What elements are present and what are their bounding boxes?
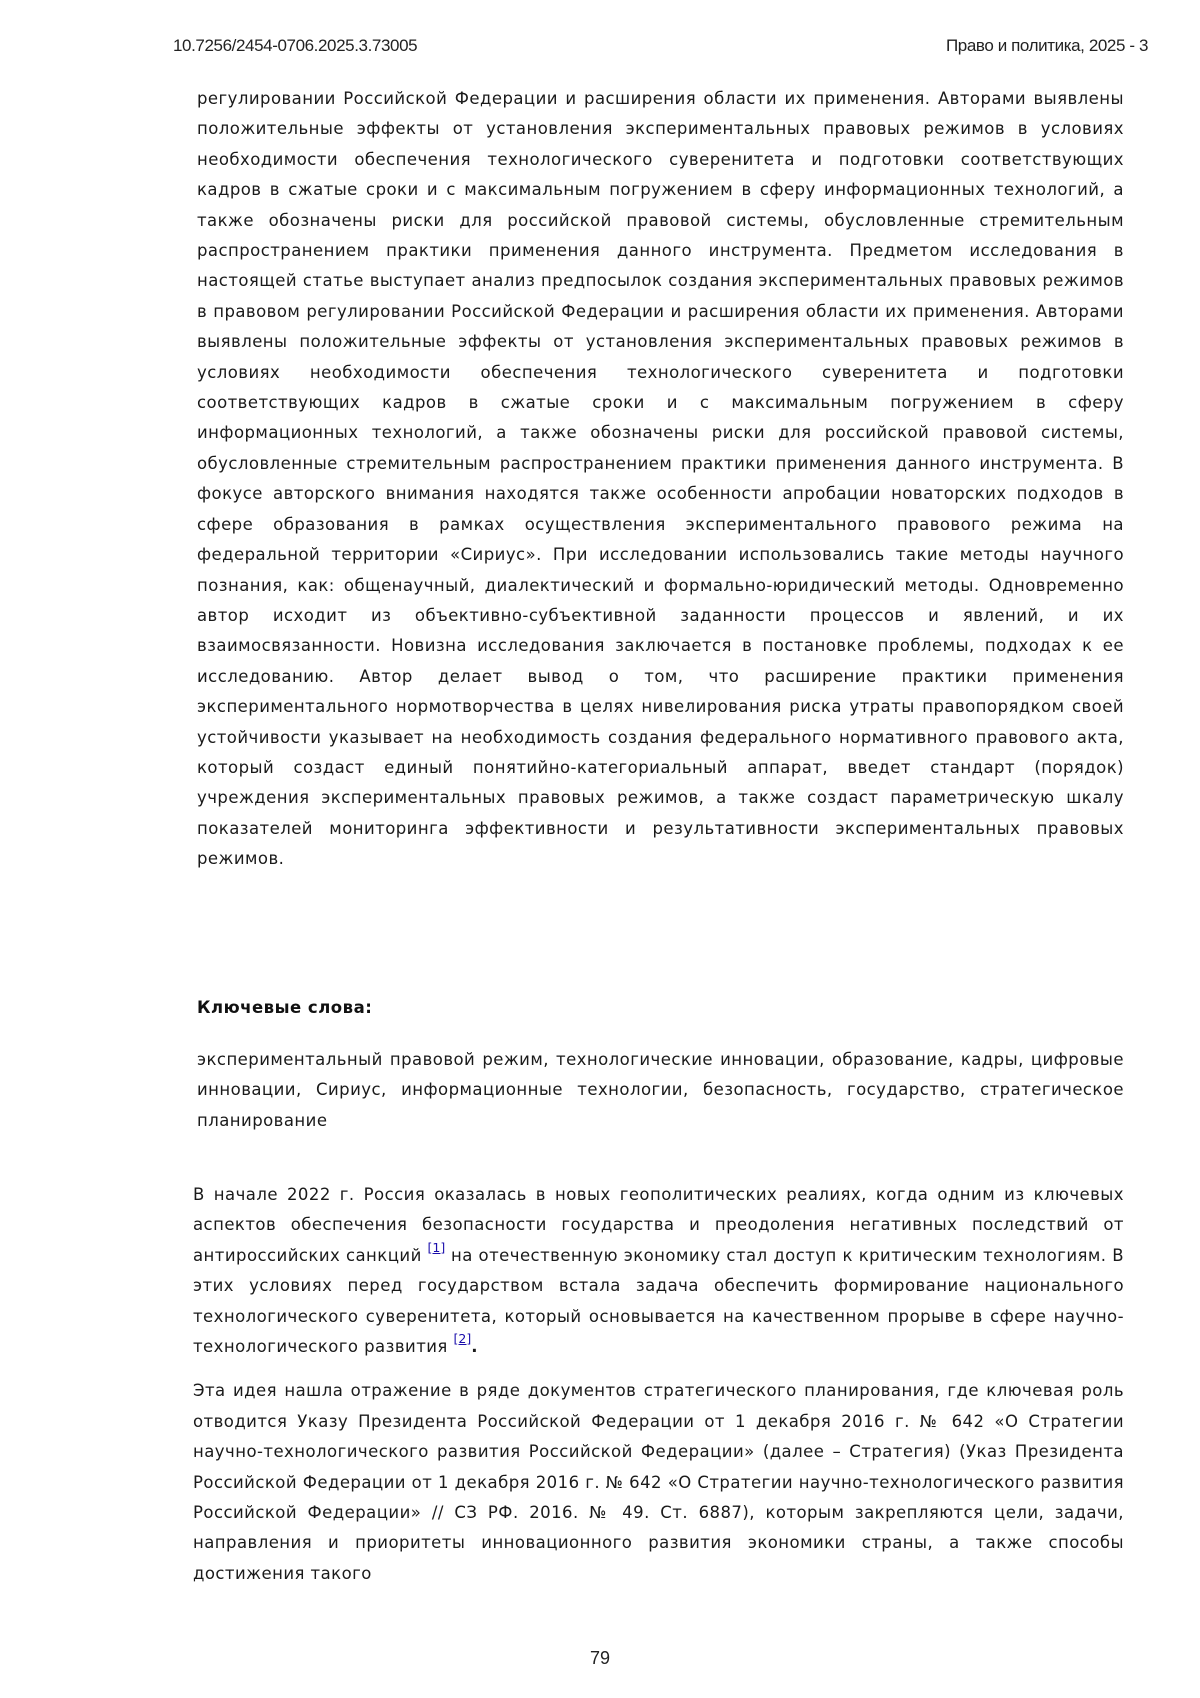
body-paragraph-1-start: В начале 2022 г. Россия оказалась в новых геополитических реалиях, когда одним из ключевых аспектов обеспечения безопасности государства и преодоления негативных последствий от антироссийских санкций: [193, 1185, 1124, 1265]
body-paragraph-1: [193, 1180, 1124, 1362]
journal-issue: Право и политика, 2025 - 3: [945, 36, 1148, 55]
footnote-link-2[interactable]: [2]: [453, 1331, 472, 1347]
body-paragraph-1-end: .: [471, 1337, 478, 1357]
keywords-heading: Ключевые слова:: [197, 998, 373, 1017]
keywords-text: экспериментальный правовой режим, технологические инновации, образование, кадры, цифровые инновации, Сириус, информационные технологии, безопасность, государство, стратегическое планирование: [197, 1050, 1124, 1130]
body-paragraph-1-middle: на отечественную экономику стал доступ к критическим технологиям. В этих условиях перед государством встала задача обеспечить формирование национального технологического суверенитета, который основывается на качественном прорыве в сфере научно-технологического развития: [193, 1245, 1125, 1357]
doi-text: 10.7256/2454-0706.2025.3.73005: [173, 36, 418, 55]
page-number: 79: [589, 1648, 611, 1668]
body-paragraph-2: Эта идея нашла отражение в ряде документов стратегического планирования, где ключевая роль отводится Указу Президента Российской Федерации от 1 декабря 2016 г. № 642 «О Стратегии научно-технологического развития Российской Федерации» (далее – Стратегия) (Указ Президента Российской Федерации от 1 декабря 2016 г. № 642 «О Стратегии научно-технологического развития Российской Федерации» // СЗ РФ. 2016. № 49. Ст. 6887), которым закрепляются цели, задачи, направления и приоритеты инновационного развития экономики страны, а также способы достижения такого: [193, 1381, 1124, 1583]
page-header: [173, 36, 1148, 60]
abstract-text: регулировании Российской Федерации и расширения области их применения. Авторами выявлены положительные эффекты от установления экспериментальных правовых режимов в условиях необходимости обеспечения технологического суверенитета и подготовки соответствующих кадров в сжатые сроки и с максимальным погружением в сферу информационных технологий, а также обозначены риски для российской правовой системы, обусловленные стремительным распространением практики применения данного инструмента. Предметом исследования в настоящей статье выступает анализ предпосылок создания экспериментальных правовых режимов в правовом регулировании Российской Федерации и расширения области их применения. Авторами выявлены положительные эффекты от установления экспериментальных правовых режимов в условиях необходимости обеспечения технологического суверенитета и подготовки соответствующих кадров в сжатые сроки и с максимальным погружением в сферу информационных технологий, а также обозначены риски для российской правовой системы, обусловленные стремительным распространением практики применения данного инструмента. В фокусе авторского внимания находятся также особенности апробации новаторских подходов в сфере образования в рамках осуществления экспериментального правового режима на федеральной территории «Сириус». При исследовании использовались такие методы научного познания, как: общенаучный, диалектический и формально-юридический методы. Одновременно автор исходит из объективно-субъективной заданности процессов и явлений, и их взаимосвязанности. Новизна исследования заключается в постановке проблемы, подходах к ее исследованию. Автор делает вывод о том, что расширение практики применения экспериментального нормотворчества в целях нивелирования риска утраты правопорядком своей устойчивости указывает на необходимость создания федерального нормативного правового акта, который создаст единый понятийно-категориальный аппарат, введет стандарт (порядок) учреждения экспериментальных правовых режимов, а также создаст параметрическую шкалу показателей мониторинга эффективности и результативности экспериментальных правовых режимов.: [197, 89, 1124, 869]
article-body: [193, 1180, 1124, 1603]
footnote-link-1[interactable]: [1]: [427, 1239, 446, 1255]
